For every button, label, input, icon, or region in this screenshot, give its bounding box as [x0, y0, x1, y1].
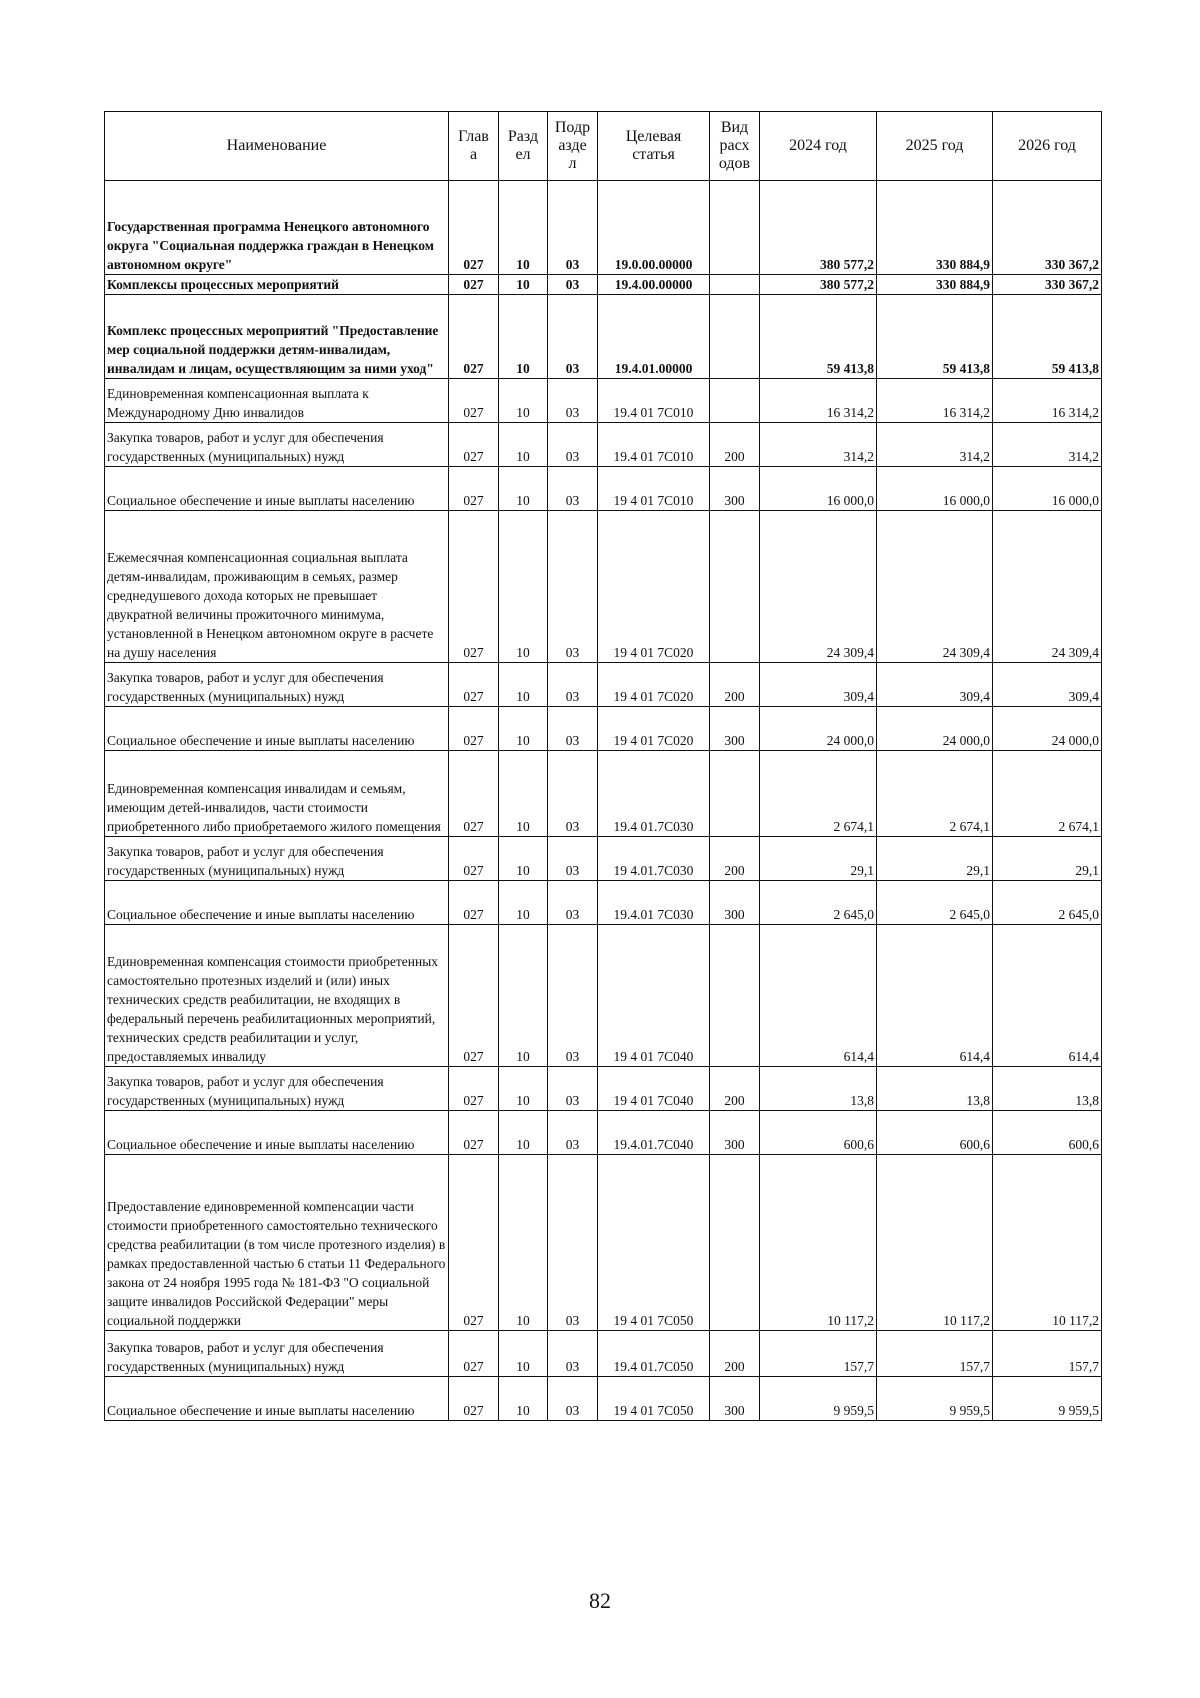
row-2025: 16 000,0	[877, 467, 993, 511]
row-razdel: 10	[499, 1377, 548, 1421]
row-vid	[710, 181, 760, 275]
row-name: Социальное обеспечение и иные выплаты населению	[105, 881, 449, 925]
row-name: Закупка товаров, работ и услуг для обеспечения государственных (муниципальных) нужд	[105, 423, 449, 467]
row-vid	[710, 275, 760, 295]
header-glava: Глав а	[449, 112, 499, 181]
row-target: 19 4 01 7С010	[598, 467, 710, 511]
row-2024: 29,1	[760, 837, 877, 881]
header-name: Наименование	[105, 112, 449, 181]
table-row	[105, 467, 1102, 511]
row-podrazdel: 03	[548, 467, 598, 511]
row-podrazdel: 03	[548, 751, 598, 837]
table-row	[105, 1155, 1102, 1331]
row-2026: 16 000,0	[993, 467, 1102, 511]
row-2025: 309,4	[877, 663, 993, 707]
budget-table	[104, 111, 1102, 1421]
row-2024: 16 000,0	[760, 467, 877, 511]
row-podrazdel: 03	[548, 275, 598, 295]
row-podrazdel: 03	[548, 511, 598, 663]
table-row	[105, 925, 1102, 1067]
row-2025: 24 000,0	[877, 707, 993, 751]
row-razdel: 10	[499, 181, 548, 275]
row-razdel: 10	[499, 467, 548, 511]
row-2026: 157,7	[993, 1331, 1102, 1377]
header-2026: 2026 год	[993, 112, 1102, 181]
row-target: 19.4.00.00000	[598, 275, 710, 295]
row-2025: 157,7	[877, 1331, 993, 1377]
row-glava: 027	[449, 181, 499, 275]
table-row	[105, 881, 1102, 925]
row-2026: 24 000,0	[993, 707, 1102, 751]
table-header-row	[105, 112, 1102, 181]
row-glava: 027	[449, 1155, 499, 1331]
row-2024: 157,7	[760, 1331, 877, 1377]
row-2024: 600,6	[760, 1111, 877, 1155]
row-2026: 330 367,2	[993, 181, 1102, 275]
header-razdel: Разд ел	[499, 112, 548, 181]
row-2024: 13,8	[760, 1067, 877, 1111]
row-2025: 24 309,4	[877, 511, 993, 663]
row-vid	[710, 511, 760, 663]
row-2024: 380 577,2	[760, 275, 877, 295]
row-podrazdel: 03	[548, 181, 598, 275]
row-2026: 600,6	[993, 1111, 1102, 1155]
row-2025: 330 884,9	[877, 181, 993, 275]
row-2024: 24 000,0	[760, 707, 877, 751]
row-razdel: 10	[499, 707, 548, 751]
row-2024: 10 117,2	[760, 1155, 877, 1331]
table-row	[105, 511, 1102, 663]
row-podrazdel: 03	[548, 295, 598, 379]
row-target: 19 4 01 7С050	[598, 1155, 710, 1331]
table-row	[105, 751, 1102, 837]
row-razdel: 10	[499, 1111, 548, 1155]
table-row	[105, 1067, 1102, 1111]
table-row	[105, 295, 1102, 379]
row-2024: 614,4	[760, 925, 877, 1067]
row-2026: 314,2	[993, 423, 1102, 467]
page-number: 82	[589, 1588, 611, 1613]
row-2025: 330 884,9	[877, 275, 993, 295]
table-row	[105, 1111, 1102, 1155]
table-row	[105, 663, 1102, 707]
row-name: Социальное обеспечение и иные выплаты населению	[105, 467, 449, 511]
row-target: 19 4 01 7С040	[598, 1067, 710, 1111]
row-podrazdel: 03	[548, 663, 598, 707]
row-2026: 614,4	[993, 925, 1102, 1067]
row-glava: 027	[449, 1067, 499, 1111]
row-podrazdel: 03	[548, 1067, 598, 1111]
row-2024: 59 413,8	[760, 295, 877, 379]
row-podrazdel: 03	[548, 1155, 598, 1331]
row-vid: 300	[710, 1377, 760, 1421]
row-2025: 2 645,0	[877, 881, 993, 925]
row-razdel: 10	[499, 1067, 548, 1111]
table-row	[105, 707, 1102, 751]
row-razdel: 10	[499, 1155, 548, 1331]
row-2026: 10 117,2	[993, 1155, 1102, 1331]
row-target: 19.0.00.00000	[598, 181, 710, 275]
row-vid: 200	[710, 1067, 760, 1111]
row-target: 19.4 01 7С010	[598, 379, 710, 423]
row-2026: 9 959,5	[993, 1377, 1102, 1421]
row-target: 19 4 01 7С040	[598, 925, 710, 1067]
row-2024: 314,2	[760, 423, 877, 467]
row-glava: 027	[449, 751, 499, 837]
row-razdel: 10	[499, 881, 548, 925]
row-2024: 16 314,2	[760, 379, 877, 423]
row-razdel: 10	[499, 511, 548, 663]
row-target: 19.4.01.00000	[598, 295, 710, 379]
row-glava: 027	[449, 1331, 499, 1377]
row-vid: 300	[710, 707, 760, 751]
table-row	[105, 275, 1102, 295]
header-2024: 2024 год	[760, 112, 877, 181]
header-2025: 2025 год	[877, 112, 993, 181]
row-2025: 29,1	[877, 837, 993, 881]
row-2024: 2 674,1	[760, 751, 877, 837]
row-name: Закупка товаров, работ и услуг для обеспечения государственных (муниципальных) нужд	[105, 1067, 449, 1111]
row-target: 19 4 01 7С020	[598, 511, 710, 663]
row-2026: 13,8	[993, 1067, 1102, 1111]
row-podrazdel: 03	[548, 925, 598, 1067]
table-row	[105, 837, 1102, 881]
row-razdel: 10	[499, 925, 548, 1067]
row-2026: 16 314,2	[993, 379, 1102, 423]
row-name: Ежемесячная компенсационная социальная выплата детям-инвалидам, проживающим в семьях, размер среднедушевого дохода которых не превышает двукратной величины прожиточного минимума, установленной в Ненецком автономном округе в расчете на душу населения	[105, 511, 449, 663]
header-target: Целевая статья	[598, 112, 710, 181]
row-name: Единовременная компенсация стоимости приобретенных самостоятельно протезных изделий и (или) иных технических средств реабилитации, не входящих в федеральный перечень реабилитационных мероприятий, технических средств реабилитации и услуг, предоставляемых инвалиду	[105, 925, 449, 1067]
row-podrazdel: 03	[548, 1377, 598, 1421]
row-glava: 027	[449, 379, 499, 423]
row-target: 19 4.01.7С030	[598, 837, 710, 881]
row-vid	[710, 1155, 760, 1331]
row-razdel: 10	[499, 1331, 548, 1377]
row-2024: 309,4	[760, 663, 877, 707]
table-body	[105, 181, 1102, 1421]
row-vid: 300	[710, 881, 760, 925]
row-glava: 027	[449, 275, 499, 295]
row-name: Социальное обеспечение и иные выплаты населению	[105, 1377, 449, 1421]
row-vid: 300	[710, 1111, 760, 1155]
row-2026: 330 367,2	[993, 275, 1102, 295]
row-2024: 2 645,0	[760, 881, 877, 925]
row-2026: 2 674,1	[993, 751, 1102, 837]
row-2026: 2 645,0	[993, 881, 1102, 925]
row-name: Закупка товаров, работ и услуг для обеспечения государственных (муниципальных) нужд	[105, 837, 449, 881]
row-glava: 027	[449, 467, 499, 511]
row-glava: 027	[449, 663, 499, 707]
row-podrazdel: 03	[548, 881, 598, 925]
row-glava: 027	[449, 707, 499, 751]
row-glava: 027	[449, 881, 499, 925]
row-vid	[710, 295, 760, 379]
row-glava: 027	[449, 511, 499, 663]
row-vid: 200	[710, 663, 760, 707]
table-row	[105, 181, 1102, 275]
row-target: 19 4 01 7С020	[598, 707, 710, 751]
row-name: Закупка товаров, работ и услуг для обеспечения государственных (муниципальных) нужд	[105, 663, 449, 707]
row-2025: 9 959,5	[877, 1377, 993, 1421]
row-name: Социальное обеспечение и иные выплаты населению	[105, 707, 449, 751]
row-2025: 614,4	[877, 925, 993, 1067]
row-target: 19.4 01 7С010	[598, 423, 710, 467]
row-razdel: 10	[499, 837, 548, 881]
row-vid	[710, 751, 760, 837]
row-2026: 309,4	[993, 663, 1102, 707]
row-target: 19 4 01 7С020	[598, 663, 710, 707]
row-razdel: 10	[499, 751, 548, 837]
row-2025: 16 314,2	[877, 379, 993, 423]
row-podrazdel: 03	[548, 379, 598, 423]
row-2024: 24 309,4	[760, 511, 877, 663]
header-podrazdel: Подр азде л	[548, 112, 598, 181]
row-2025: 59 413,8	[877, 295, 993, 379]
table-row	[105, 1377, 1102, 1421]
row-name: Социальное обеспечение и иные выплаты населению	[105, 1111, 449, 1155]
row-podrazdel: 03	[548, 837, 598, 881]
row-razdel: 10	[499, 275, 548, 295]
row-vid: 300	[710, 467, 760, 511]
row-2025: 2 674,1	[877, 751, 993, 837]
row-name: Закупка товаров, работ и услуг для обеспечения государственных (муниципальных) нужд	[105, 1331, 449, 1377]
table-row	[105, 1331, 1102, 1377]
row-podrazdel: 03	[548, 1331, 598, 1377]
row-name: Единовременная компенсационная выплата к Международному Дню инвалидов	[105, 379, 449, 423]
row-razdel: 10	[499, 295, 548, 379]
row-glava: 027	[449, 925, 499, 1067]
row-target: 19.4.01 7С030	[598, 881, 710, 925]
row-podrazdel: 03	[548, 423, 598, 467]
row-target: 19.4 01.7С050	[598, 1331, 710, 1377]
row-glava: 027	[449, 295, 499, 379]
row-name: Предоставление единовременной компенсации части стоимости приобретенного самостоятельно технического средства реабилитации (в том числе протезного изделия) в рамках предоставленной частью 6 статьи 11 Федерального закона от 24 ноября 1995 года № 181-ФЗ "О социальной защите инвалидов Российской Федерации" меры социальной поддержки	[105, 1155, 449, 1331]
row-2026: 24 309,4	[993, 511, 1102, 663]
row-razdel: 10	[499, 663, 548, 707]
row-2025: 10 117,2	[877, 1155, 993, 1331]
row-glava: 027	[449, 1377, 499, 1421]
row-glava: 027	[449, 837, 499, 881]
row-vid: 200	[710, 1331, 760, 1377]
row-2025: 600,6	[877, 1111, 993, 1155]
row-target: 19 4 01 7С050	[598, 1377, 710, 1421]
row-2026: 59 413,8	[993, 295, 1102, 379]
row-vid: 200	[710, 837, 760, 881]
row-2025: 314,2	[877, 423, 993, 467]
row-razdel: 10	[499, 423, 548, 467]
row-name: Комплексы процессных мероприятий	[105, 275, 449, 295]
row-target: 19.4.01.7С040	[598, 1111, 710, 1155]
row-razdel: 10	[499, 379, 548, 423]
row-name: Комплекс процессных мероприятий "Предоставление мер социальной поддержки детям-инвалидам, инвалидам и лицам, осуществляющим за ними уход"	[105, 295, 449, 379]
row-podrazdel: 03	[548, 707, 598, 751]
row-2025: 13,8	[877, 1067, 993, 1111]
row-target: 19.4 01.7С030	[598, 751, 710, 837]
row-vid	[710, 379, 760, 423]
row-podrazdel: 03	[548, 1111, 598, 1155]
row-2024: 380 577,2	[760, 181, 877, 275]
row-2024: 9 959,5	[760, 1377, 877, 1421]
row-vid: 200	[710, 423, 760, 467]
row-glava: 027	[449, 1111, 499, 1155]
table-row	[105, 379, 1102, 423]
row-name: Государственная программа Ненецкого автономного округа "Социальная поддержка граждан в Ненецком автономном округе"	[105, 181, 449, 275]
table-row	[105, 423, 1102, 467]
row-glava: 027	[449, 423, 499, 467]
row-2026: 29,1	[993, 837, 1102, 881]
header-vid: Вид расх одов	[710, 112, 760, 181]
row-name: Единовременная компенсация инвалидам и семьям, имеющим детей-инвалидов, части стоимости приобретенного либо приобретаемого жилого помещения	[105, 751, 449, 837]
row-vid	[710, 925, 760, 1067]
